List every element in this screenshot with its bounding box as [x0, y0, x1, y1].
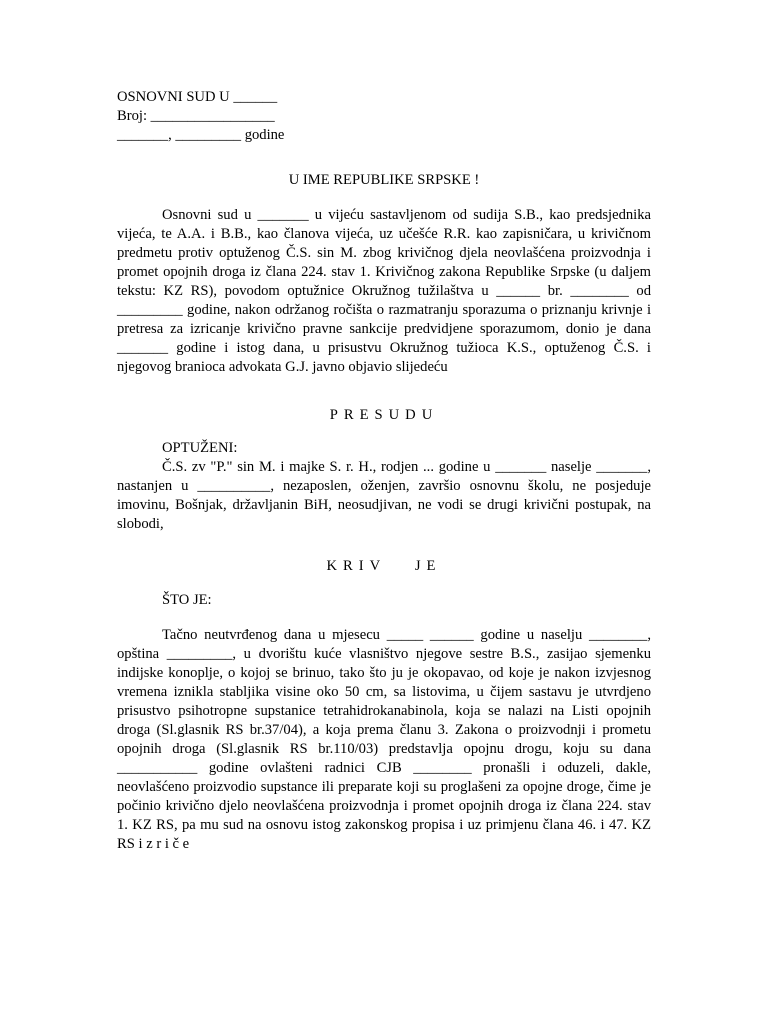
because-label: ŠTO JE: — [162, 592, 212, 608]
case-number: Broj: _________________ — [117, 108, 275, 124]
verdict-title: PRESUDU — [329, 407, 439, 423]
facts-paragraph — [117, 626, 651, 854]
intro-paragraph-text: Osnovni sud u _______ u vijeću sastavljenom od sudija S.B., kao predsjednika vijeća, te A.A. i B.B., kao članova vijeća, uz učešće R.R. kao zapisničara, u krivičnom predmetu protiv optuženog Č.S. sin M. zbog krivičnog djela neovlašćena proizvodnja i promet opojnih droga iz člana 224. stav 1. Krivičnog zakona Republike Srpske (u daljem tekstu: KZ RS), povodom optužnice Okružnog tužilaštva u ______ br. ________ od _________ godine, nakon održanog ročišta o razmatranju sporazuma o priznanju krivnje i pretresa za izricanje krivično pravne sankcije predvidjene sporazumom, donio je dana _______ godine i istog dana, u prisustvu Okružnog tužioca K.S., optuženog Č.S. i njegovog branioca advokata G.J. javno objavio slijedeću — [117, 207, 651, 375]
accused-paragraph — [117, 458, 651, 534]
document-date: _______, _________ godine — [117, 127, 285, 143]
facts-paragraph-text: Tačno neutvrđenog dana u mjesecu _____ ______ godine u naselju ________, opština _________, u dvorištu kuće vlasništvo njegove sestre B.S., zasijao sjemenku indijske konoplje, o kojoj se brinuo, tako što ju je okopavao, od koje je nakon izvjesnog vremena iznikla stabljika visine oko 50 cm, sa listovima, u čijem sastavu je utvrdjeno prisustvo psihotropne supstanice tetrahidrokanabinola, koja se nalazi na Listi opojnih droga (Sl.glasnik RS br.37/04), a koja prema članu 3. Zakona o proizvodnji i prometu opojnih droga (Sl.glasnik RS br.110/03) predstavlja opojnu drogu, koju su dana ___________ godine ovlašteni radnici CJB ________ pronašli i oduzeli, dakle, neovlašćeno proizvodio supstance ili preparate koji su proglašeni za opojne droge, čime je počinio krivično djelo neovlašćena proizvodnja i promet opojnih droga iz člana 224. stav 1. KZ RS, pa mu sud na osnovu istog zakonskog propisa i uz primjenu člana 46. i 47. KZ RS i z r i č e — [117, 627, 651, 852]
accused-label: OPTUŽENI: — [162, 440, 238, 456]
accused-paragraph-text: Č.S. zv "P." sin M. i majke S. r. H., rodjen ... godine u _______ naselje _______, nastanjen u __________, nezaposlen, oženjen, završio osnovnu školu, ne posjeduje imovinu, Bošnjak, državljanin BiH, neosudjivan, ne vodi se drugi krivični postupak, na slobodi, — [117, 459, 651, 532]
document-header — [117, 88, 284, 145]
intro-paragraph — [117, 206, 651, 377]
in-the-name-heading: U IME REPUBLIKE SRPSKE ! — [288, 172, 480, 188]
court-name: OSNOVNI SUD U ______ — [117, 89, 278, 105]
guilty-heading: KRIV JE — [326, 558, 442, 574]
